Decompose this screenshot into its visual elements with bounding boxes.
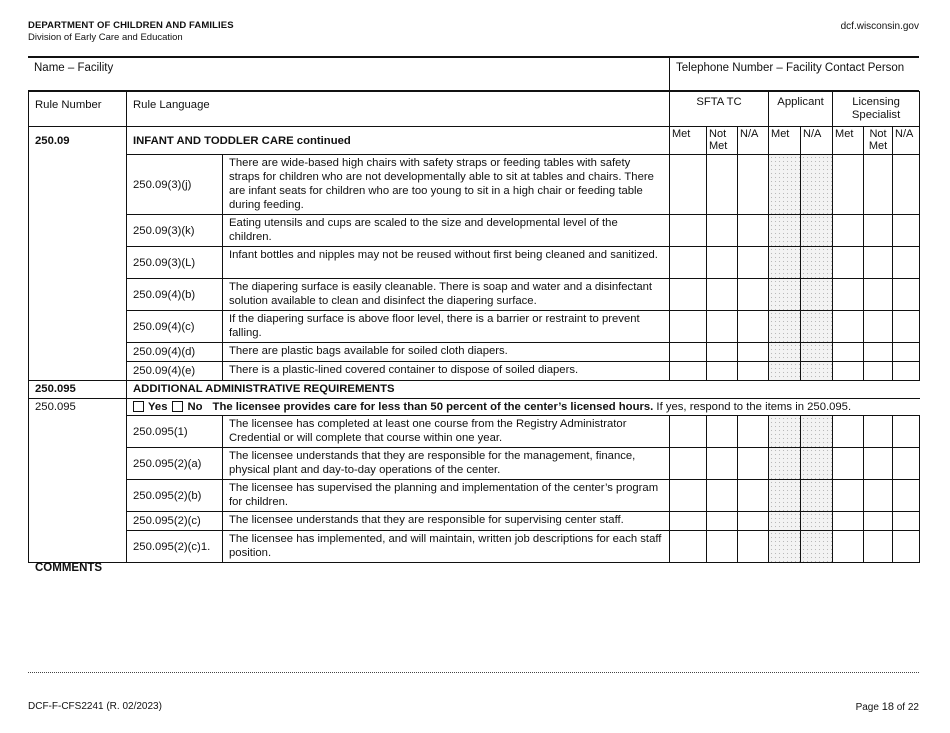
check-ls-na[interactable] [893,215,920,247]
rule-row [29,311,920,343]
check-applicant-met[interactable] [769,531,801,563]
page-prefix: Page [855,702,882,713]
check-applicant-na[interactable] [801,343,833,362]
rule-row [29,512,920,531]
rule-text: Infant bottles and nipples may not be reused without first being cleaned and sanitized. [223,247,670,279]
check-sfta-na[interactable] [738,448,769,480]
check-applicant-na[interactable] [801,311,833,343]
rule-row [29,531,920,563]
check-sfta-not-met[interactable] [707,155,738,215]
check-sfta-not-met[interactable] [707,247,738,279]
check-applicant-met[interactable] [769,362,801,381]
check-applicant-na[interactable] [801,512,833,531]
check-applicant-met[interactable] [769,155,801,215]
check-ls-na[interactable] [893,416,920,448]
check-ls-na[interactable] [893,311,920,343]
yes-label: Yes [148,401,168,413]
section-number-spacer [29,480,127,512]
check-sfta-met[interactable] [670,311,707,343]
telephone-field[interactable]: Telephone Number – Facility Contact Person [676,62,905,74]
rule-number: 250.095(2)(c)1. [127,531,223,563]
status-subheader-2: N/A [738,127,769,155]
section-title: ADDITIONAL ADMINISTRATIVE REQUIREMENTS [127,381,920,399]
check-ls-not-met[interactable] [864,448,893,480]
check-sfta-met[interactable] [670,362,707,381]
comments-label: COMMENTS [35,562,103,574]
section-header-row [29,127,920,155]
check-ls-not-met[interactable] [864,512,893,531]
check-sfta-met[interactable] [670,416,707,448]
check-sfta-met[interactable] [670,480,707,512]
check-sfta-not-met[interactable] [707,343,738,362]
section-number-spacer [29,311,127,343]
page-header [28,20,234,43]
question-bold-text: The licensee provides care for less than 50 percent of the center’s licensed hours. [212,401,654,413]
comments-divider [28,672,919,673]
column-header-row [29,92,920,127]
check-applicant-na[interactable] [801,247,833,279]
rule-text: The licensee understands that they are responsible for the management, finance, physical plant and day-to-day operations of the center. [223,448,670,480]
check-sfta-met[interactable] [670,247,707,279]
rule-text: There is a plastic-lined covered container to dispose of soiled diapers. [223,362,670,381]
rule-number: 250.09(4)(d) [127,343,223,362]
section-number: 250.09 [29,127,127,155]
status-subheader-4: N/A [801,127,833,155]
check-ls-na[interactable] [893,155,920,215]
section-number-spacer [29,362,127,381]
rule-number: 250.095(2)(b) [127,480,223,512]
check-ls-na[interactable] [893,362,920,381]
section-number-spacer [29,215,127,247]
section-number-spacer [29,279,127,311]
rule-language-header: Rule Language [127,92,670,127]
rule-text: Eating utensils and cups are scaled to the size and developmental level of the children. [223,215,670,247]
check-ls-met[interactable] [833,343,864,362]
page-current: 18 [881,701,894,713]
check-sfta-na[interactable] [738,416,769,448]
check-sfta-na[interactable] [738,512,769,531]
check-ls-na[interactable] [893,531,920,563]
status-subheader-1: Not Met [707,127,738,155]
rule-number: 250.09(4)(c) [127,311,223,343]
check-sfta-met[interactable] [670,512,707,531]
check-ls-not-met[interactable] [864,416,893,448]
check-ls-not-met[interactable] [864,343,893,362]
name-facility-field[interactable]: Name – Facility [34,62,114,74]
check-ls-met[interactable] [833,362,864,381]
check-ls-not-met[interactable] [864,362,893,381]
check-sfta-met[interactable] [670,155,707,215]
check-ls-na[interactable] [893,512,920,531]
rule-number: 250.09(3)(j) [127,155,223,215]
check-sfta-na[interactable] [738,343,769,362]
check-ls-not-met[interactable] [864,279,893,311]
check-applicant-na[interactable] [801,416,833,448]
check-ls-na[interactable] [893,480,920,512]
check-sfta-na[interactable] [738,311,769,343]
check-applicant-na[interactable] [801,448,833,480]
check-sfta-not-met[interactable] [707,448,738,480]
rule-text: The licensee has implemented, and will maintain, written job descriptions for each staff position. [223,531,670,563]
status-subheader-6: Not Met [864,127,893,155]
check-sfta-met[interactable] [670,448,707,480]
check-applicant-na[interactable] [801,531,833,563]
section-number-spacer [29,343,127,362]
rule-text: The licensee understands that they are responsible for supervising center staff. [223,512,670,531]
status-subheader-3: Met [769,127,801,155]
rules-table [28,91,920,563]
rule-row [29,215,920,247]
question-text: If yes, respond to the items in 250.095. [653,401,852,413]
check-sfta-not-met[interactable] [707,279,738,311]
rule-row [29,343,920,362]
rule-text: The licensee has completed at least one course from the Registry Administrator Credential or will complete that course within one year. [223,416,670,448]
check-applicant-met[interactable] [769,311,801,343]
check-applicant-met[interactable] [769,279,801,311]
rule-number: 250.09(4)(e) [127,362,223,381]
section-number-spacer [29,155,127,215]
check-applicant-met[interactable] [769,247,801,279]
check-ls-not-met[interactable] [864,480,893,512]
section-number-spacer [29,416,127,448]
check-sfta-na[interactable] [738,247,769,279]
section-number-spacer [29,247,127,279]
check-applicant-met[interactable] [769,215,801,247]
field-divider [669,58,670,90]
sfta-tc-header: SFTA TC [670,92,769,127]
rule-number-header: Rule Number [29,92,127,127]
check-ls-not-met[interactable] [864,155,893,215]
no-checkbox[interactable] [172,401,183,412]
check-ls-met[interactable] [833,215,864,247]
check-sfta-na[interactable] [738,215,769,247]
page-number [856,701,919,713]
rule-text: The diapering surface is easily cleanable. There is soap and water and a disinfectant solution available to clean and disinfect the diapering surface. [223,279,670,311]
check-sfta-na[interactable] [738,362,769,381]
no-label: No [187,401,203,413]
check-ls-not-met[interactable] [864,531,893,563]
check-applicant-met[interactable] [769,480,801,512]
section-number-spacer [29,531,127,563]
section-number-spacer [29,448,127,480]
check-applicant-na[interactable] [801,480,833,512]
check-ls-met[interactable] [833,480,864,512]
check-ls-na[interactable] [893,247,920,279]
check-ls-na[interactable] [893,343,920,362]
check-ls-met[interactable] [833,155,864,215]
rule-row [29,448,920,480]
rule-number: 250.09(3)(k) [127,215,223,247]
check-applicant-met[interactable] [769,512,801,531]
check-sfta-met[interactable] [670,279,707,311]
check-sfta-met[interactable] [670,215,707,247]
check-ls-not-met[interactable] [864,311,893,343]
check-applicant-na[interactable] [801,215,833,247]
department-name: DEPARTMENT OF CHILDREN AND FAMILIES [28,20,234,31]
check-applicant-na[interactable] [801,362,833,381]
question-row [29,399,920,416]
yes-checkbox[interactable] [133,401,144,412]
check-applicant-met[interactable] [769,343,801,362]
check-ls-met[interactable] [833,311,864,343]
division-name: Division of Early Care and Education [28,32,183,43]
question-cell [127,399,920,416]
form-id: DCF-F-CFS2241 (R. 02/2023) [28,701,162,712]
status-subheader-7: N/A [893,127,920,155]
rule-text: There are wide-based high chairs with safety straps or feeding tables with safety straps for children who are not developmentally able to sit at tables and chairs. There are infant seats for children who are too young to sit in a high chair or feeding table during feeding. [223,155,670,215]
check-ls-met[interactable] [833,448,864,480]
check-ls-met[interactable] [833,247,864,279]
section-title: INFANT AND TODDLER CARE continued [127,127,670,155]
check-sfta-met[interactable] [670,531,707,563]
rule-row [29,416,920,448]
check-sfta-not-met[interactable] [707,215,738,247]
check-sfta-na[interactable] [738,480,769,512]
page-total: of 22 [893,702,919,713]
rule-row [29,247,920,279]
check-sfta-na[interactable] [738,279,769,311]
check-ls-met[interactable] [833,416,864,448]
check-sfta-met[interactable] [670,343,707,362]
rule-row [29,279,920,311]
section-number-spacer [29,512,127,531]
check-sfta-not-met[interactable] [707,362,738,381]
check-applicant-na[interactable] [801,279,833,311]
rule-number: 250.09(3)(L) [127,247,223,279]
check-sfta-not-met[interactable] [707,480,738,512]
check-sfta-not-met[interactable] [707,416,738,448]
rule-number: 250.095(2)(a) [127,448,223,480]
rule-row [29,362,920,381]
rule-number: 250.09(4)(b) [127,279,223,311]
check-ls-met[interactable] [833,279,864,311]
rule-text: The licensee has supervised the planning and implementation of the center’s program for children. [223,480,670,512]
check-ls-met[interactable] [833,512,864,531]
check-applicant-met[interactable] [769,416,801,448]
section-number: 250.095 [29,381,127,399]
check-sfta-not-met[interactable] [707,512,738,531]
status-subheader-0: Met [670,127,707,155]
check-sfta-not-met[interactable] [707,531,738,563]
check-sfta-na[interactable] [738,155,769,215]
applicant-header: Applicant [769,92,833,127]
rule-row [29,480,920,512]
rule-number: 250.095(2)(c) [127,512,223,531]
check-ls-not-met[interactable] [864,247,893,279]
check-sfta-not-met[interactable] [707,311,738,343]
check-sfta-na[interactable] [738,531,769,563]
section-header-row [29,381,920,399]
rule-number: 250.095(1) [127,416,223,448]
check-ls-not-met[interactable] [864,215,893,247]
website: dcf.wisconsin.gov [840,21,919,32]
rule-text: There are plastic bags available for soiled cloth diapers. [223,343,670,362]
question-rule: 250.095 [29,399,127,416]
rule-row [29,155,920,215]
check-ls-na[interactable] [893,448,920,480]
check-ls-met[interactable] [833,531,864,563]
rule-text: If the diapering surface is above floor level, there is a barrier or restraint to prevent falling. [223,311,670,343]
status-subheader-5: Met [833,127,864,155]
check-applicant-met[interactable] [769,448,801,480]
facility-info-row [28,56,919,91]
licensing-specialist-header: Licensing Specialist [833,92,920,127]
check-applicant-na[interactable] [801,155,833,215]
check-ls-na[interactable] [893,279,920,311]
